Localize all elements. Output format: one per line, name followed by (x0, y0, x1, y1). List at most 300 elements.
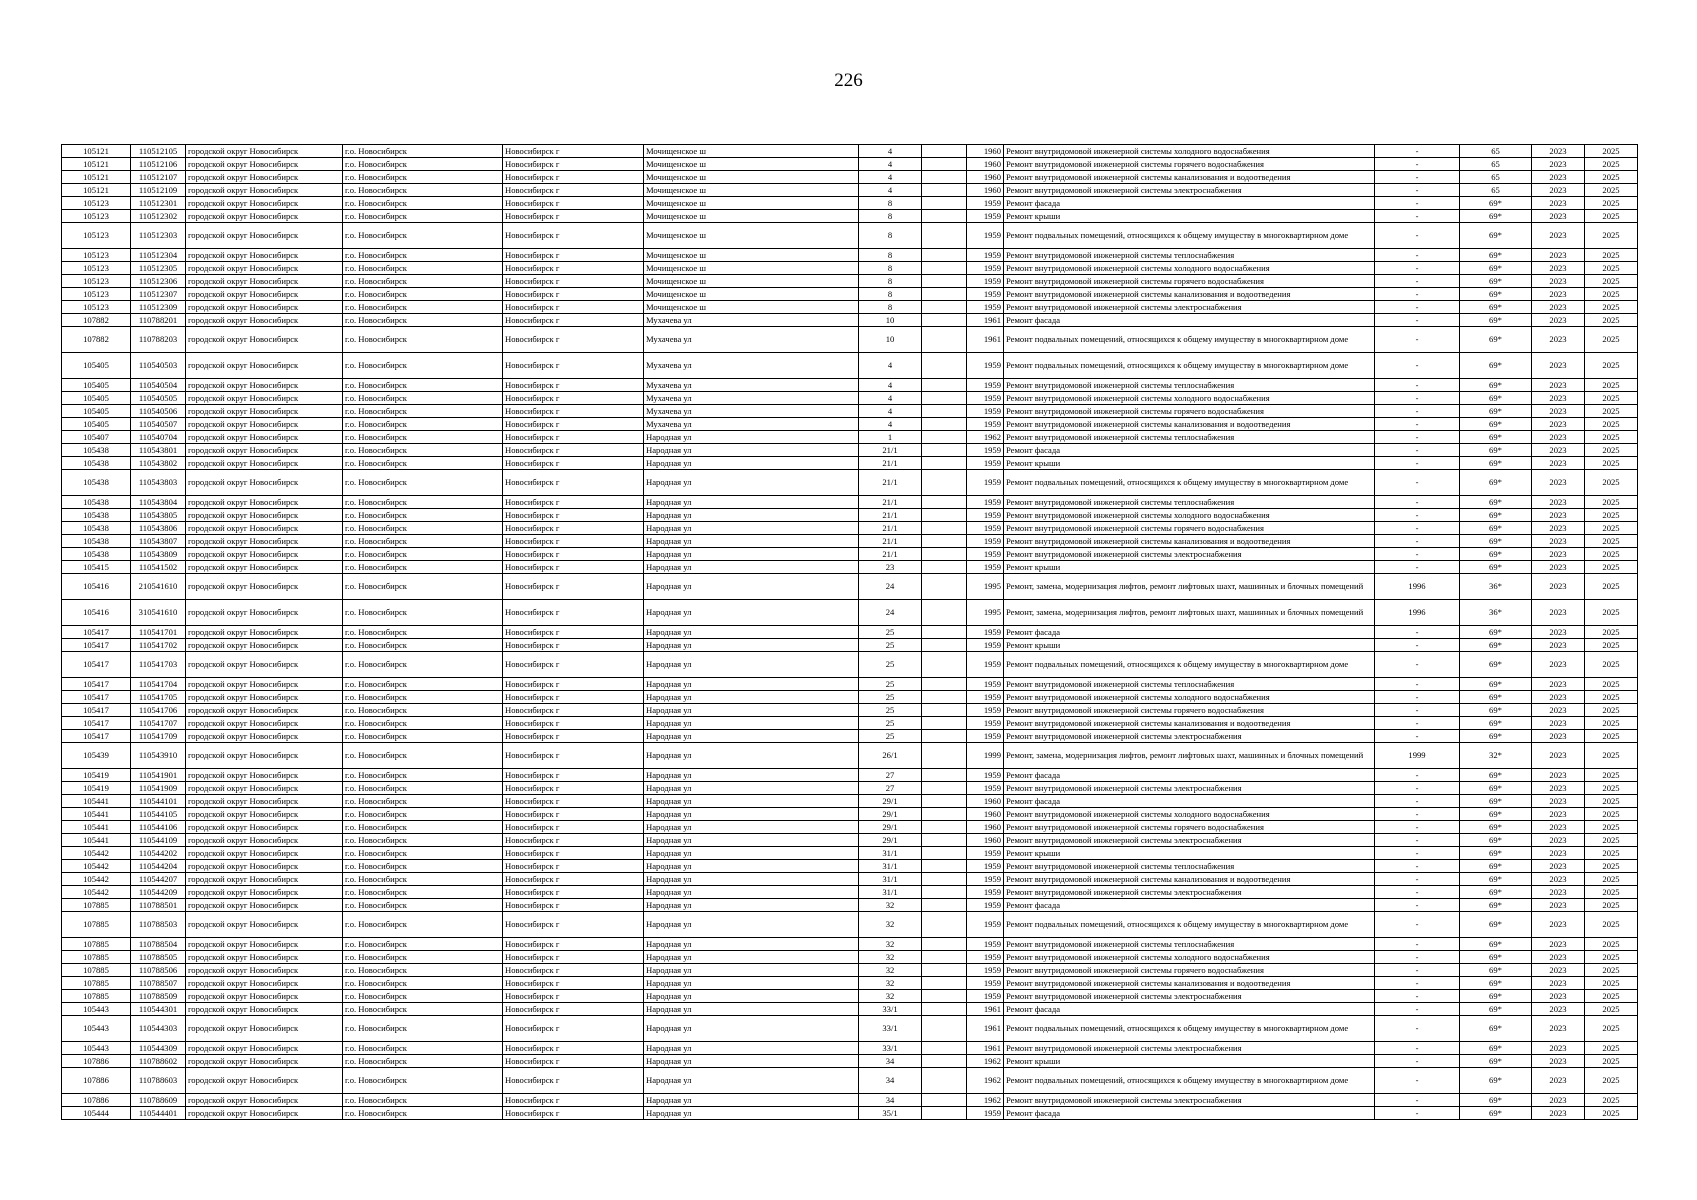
settlement-cell: Новосибирск г (503, 1055, 644, 1068)
blank-cell (922, 808, 967, 821)
wear-cell: 69* (1460, 990, 1532, 1003)
last-repair-cell: - (1375, 964, 1460, 977)
start-year-cell: 2023 (1532, 977, 1585, 990)
wear-cell: 69* (1460, 353, 1532, 379)
end-year-cell: 2025 (1585, 977, 1638, 990)
table-row (62, 886, 1638, 899)
end-year-cell: 2025 (1585, 626, 1638, 639)
district-cell: городской округ Новосибирск (186, 717, 343, 730)
start-year-cell: 2023 (1532, 951, 1585, 964)
blank-cell (922, 275, 967, 288)
district-cell: городской округ Новосибирск (186, 314, 343, 327)
blank-cell (922, 301, 967, 314)
municipality-cell: г.о. Новосибирск (343, 288, 503, 301)
table-row (62, 548, 1638, 561)
municipality-cell: г.о. Новосибирск (343, 704, 503, 717)
last-repair-cell: - (1375, 990, 1460, 1003)
blank-cell (922, 1016, 967, 1042)
municipality-cell: г.о. Новосибирск (343, 769, 503, 782)
house-number-cell: 21/1 (859, 522, 922, 535)
table-row (62, 860, 1638, 873)
house-id-cell: 107886 (62, 1094, 131, 1107)
wear-cell: 69* (1460, 977, 1532, 990)
district-cell: городской округ Новосибирск (186, 288, 343, 301)
blank-cell (922, 444, 967, 457)
blank-cell (922, 353, 967, 379)
wear-cell: 69* (1460, 444, 1532, 457)
built-year-cell: 1959 (967, 1107, 1004, 1120)
wear-cell: 65 (1460, 171, 1532, 184)
work-type-cell: Ремонт подвальных помещений, относящихся к общему имуществу в многоквартирном доме (1004, 1016, 1375, 1042)
work-type-cell: Ремонт фасада (1004, 769, 1375, 782)
built-year-cell: 1960 (967, 184, 1004, 197)
table-row (62, 691, 1638, 704)
last-repair-cell: - (1375, 1016, 1460, 1042)
start-year-cell: 2023 (1532, 886, 1585, 899)
settlement-cell: Новосибирск г (503, 1107, 644, 1120)
house-id-cell: 105417 (62, 678, 131, 691)
house-number-cell: 25 (859, 704, 922, 717)
end-year-cell: 2025 (1585, 1068, 1638, 1094)
municipality-cell: г.о. Новосибирск (343, 210, 503, 223)
blank-cell (922, 1003, 967, 1016)
settlement-cell: Новосибирск г (503, 678, 644, 691)
table-row (62, 353, 1638, 379)
settlement-cell: Новосибирск г (503, 652, 644, 678)
municipality-cell: г.о. Новосибирск (343, 1055, 503, 1068)
wear-cell: 69* (1460, 457, 1532, 470)
district-cell: городской округ Новосибирск (186, 743, 343, 769)
work-type-cell: Ремонт фасада (1004, 314, 1375, 327)
blank-cell (922, 1107, 967, 1120)
district-cell: городской округ Новосибирск (186, 938, 343, 951)
district-cell: городской округ Новосибирск (186, 795, 343, 808)
work-id-cell: 110541702 (131, 639, 186, 652)
house-id-cell: 105417 (62, 730, 131, 743)
house-number-cell: 32 (859, 899, 922, 912)
table-row (62, 496, 1638, 509)
blank-cell (922, 834, 967, 847)
house-number-cell: 8 (859, 288, 922, 301)
settlement-cell: Новосибирск г (503, 821, 644, 834)
work-type-cell: Ремонт фасада (1004, 1003, 1375, 1016)
settlement-cell: Новосибирск г (503, 1068, 644, 1094)
end-year-cell: 2025 (1585, 171, 1638, 184)
end-year-cell: 2025 (1585, 886, 1638, 899)
table-row (62, 782, 1638, 795)
work-id-cell: 110788501 (131, 899, 186, 912)
house-number-cell: 4 (859, 145, 922, 158)
start-year-cell: 2023 (1532, 782, 1585, 795)
house-number-cell: 34 (859, 1094, 922, 1107)
street-cell: Народная ул (644, 574, 859, 600)
settlement-cell: Новосибирск г (503, 353, 644, 379)
municipality-cell: г.о. Новосибирск (343, 886, 503, 899)
house-id-cell: 105121 (62, 171, 131, 184)
street-cell: Мухачева ул (644, 379, 859, 392)
street-cell: Мочищенское ш (644, 184, 859, 197)
district-cell: городской округ Новосибирск (186, 886, 343, 899)
wear-cell: 69* (1460, 275, 1532, 288)
end-year-cell: 2025 (1585, 561, 1638, 574)
work-type-cell: Ремонт внутридомовой инженерной системы электроснабжения (1004, 990, 1375, 1003)
last-repair-cell: - (1375, 249, 1460, 262)
table-row (62, 652, 1638, 678)
blank-cell (922, 912, 967, 938)
house-id-cell: 105442 (62, 847, 131, 860)
table-row (62, 574, 1638, 600)
street-cell: Народная ул (644, 470, 859, 496)
start-year-cell: 2023 (1532, 392, 1585, 405)
table-row (62, 314, 1638, 327)
blank-cell (922, 704, 967, 717)
work-id-cell: 110543805 (131, 509, 186, 522)
start-year-cell: 2023 (1532, 821, 1585, 834)
work-type-cell: Ремонт внутридомовой инженерной системы холодного водоснабжения (1004, 509, 1375, 522)
work-type-cell: Ремонт внутридомовой инженерной системы электроснабжения (1004, 301, 1375, 314)
last-repair-cell: - (1375, 652, 1460, 678)
house-id-cell: 107885 (62, 990, 131, 1003)
street-cell: Народная ул (644, 444, 859, 457)
table-row (62, 392, 1638, 405)
work-id-cell: 110512109 (131, 184, 186, 197)
wear-cell: 69* (1460, 405, 1532, 418)
district-cell: городской округ Новосибирск (186, 158, 343, 171)
district-cell: городской округ Новосибирск (186, 769, 343, 782)
table-row (62, 899, 1638, 912)
work-id-cell: 110512305 (131, 262, 186, 275)
built-year-cell: 1959 (967, 418, 1004, 431)
last-repair-cell: - (1375, 626, 1460, 639)
wear-cell: 69* (1460, 652, 1532, 678)
wear-cell: 69* (1460, 223, 1532, 249)
settlement-cell: Новосибирск г (503, 886, 644, 899)
municipality-cell: г.о. Новосибирск (343, 847, 503, 860)
wear-cell: 69* (1460, 470, 1532, 496)
work-id-cell: 110541909 (131, 782, 186, 795)
table-row (62, 444, 1638, 457)
table-row (62, 990, 1638, 1003)
start-year-cell: 2023 (1532, 301, 1585, 314)
house-number-cell: 32 (859, 964, 922, 977)
work-id-cell: 110541706 (131, 704, 186, 717)
house-id-cell: 105443 (62, 1016, 131, 1042)
street-cell: Народная ул (644, 873, 859, 886)
settlement-cell: Новосибирск г (503, 951, 644, 964)
built-year-cell: 1959 (967, 197, 1004, 210)
street-cell: Народная ул (644, 990, 859, 1003)
house-number-cell: 8 (859, 197, 922, 210)
municipality-cell: г.о. Новосибирск (343, 522, 503, 535)
wear-cell: 65 (1460, 145, 1532, 158)
start-year-cell: 2023 (1532, 873, 1585, 886)
municipality-cell: г.о. Новосибирск (343, 171, 503, 184)
street-cell: Мочищенское ш (644, 249, 859, 262)
start-year-cell: 2023 (1532, 847, 1585, 860)
street-cell: Народная ул (644, 1068, 859, 1094)
work-type-cell: Ремонт фасада (1004, 1107, 1375, 1120)
last-repair-cell: - (1375, 522, 1460, 535)
work-type-cell: Ремонт подвальных помещений, относящихся к общему имуществу в многоквартирном доме (1004, 327, 1375, 353)
start-year-cell: 2023 (1532, 145, 1585, 158)
end-year-cell: 2025 (1585, 678, 1638, 691)
built-year-cell: 1962 (967, 1055, 1004, 1068)
work-id-cell: 110543809 (131, 548, 186, 561)
house-id-cell: 105443 (62, 1042, 131, 1055)
house-number-cell: 4 (859, 353, 922, 379)
work-id-cell: 110544109 (131, 834, 186, 847)
wear-cell: 69* (1460, 873, 1532, 886)
district-cell: городской округ Новосибирск (186, 600, 343, 626)
table-row (62, 795, 1638, 808)
work-id-cell: 110540503 (131, 353, 186, 379)
district-cell: городской округ Новосибирск (186, 704, 343, 717)
house-number-cell: 25 (859, 730, 922, 743)
municipality-cell: г.о. Новосибирск (343, 795, 503, 808)
last-repair-cell: - (1375, 847, 1460, 860)
end-year-cell: 2025 (1585, 912, 1638, 938)
house-id-cell: 105121 (62, 158, 131, 171)
table-row (62, 535, 1638, 548)
house-id-cell: 105441 (62, 834, 131, 847)
house-id-cell: 105417 (62, 626, 131, 639)
wear-cell: 69* (1460, 626, 1532, 639)
district-cell: городской округ Новосибирск (186, 652, 343, 678)
street-cell: Мочищенское ш (644, 275, 859, 288)
house-number-cell: 31/1 (859, 886, 922, 899)
municipality-cell: г.о. Новосибирск (343, 392, 503, 405)
wear-cell: 69* (1460, 561, 1532, 574)
built-year-cell: 1959 (967, 249, 1004, 262)
work-id-cell: 110788504 (131, 938, 186, 951)
work-type-cell: Ремонт внутридомовой инженерной системы канализования и водоотведения (1004, 171, 1375, 184)
built-year-cell: 1959 (967, 782, 1004, 795)
built-year-cell: 1960 (967, 171, 1004, 184)
end-year-cell: 2025 (1585, 327, 1638, 353)
end-year-cell: 2025 (1585, 574, 1638, 600)
work-type-cell: Ремонт, замена, модернизация лифтов, ремонт лифтовых шахт, машинных и блочных помещений (1004, 600, 1375, 626)
table-row (62, 275, 1638, 288)
start-year-cell: 2023 (1532, 860, 1585, 873)
house-number-cell: 21/1 (859, 457, 922, 470)
house-number-cell: 33/1 (859, 1003, 922, 1016)
start-year-cell: 2023 (1532, 899, 1585, 912)
street-cell: Мухачева ул (644, 418, 859, 431)
last-repair-cell: - (1375, 1068, 1460, 1094)
work-type-cell: Ремонт крыши (1004, 210, 1375, 223)
municipality-cell: г.о. Новосибирск (343, 470, 503, 496)
last-repair-cell: - (1375, 444, 1460, 457)
district-cell: городской округ Новосибирск (186, 1094, 343, 1107)
house-id-cell: 105123 (62, 275, 131, 288)
start-year-cell: 2023 (1532, 938, 1585, 951)
street-cell: Народная ул (644, 457, 859, 470)
house-number-cell: 4 (859, 158, 922, 171)
blank-cell (922, 509, 967, 522)
blank-cell (922, 795, 967, 808)
municipality-cell: г.о. Новосибирск (343, 691, 503, 704)
street-cell: Народная ул (644, 808, 859, 821)
house-id-cell: 107886 (62, 1055, 131, 1068)
work-type-cell: Ремонт внутридомовой инженерной системы канализования и водоотведения (1004, 288, 1375, 301)
municipality-cell: г.о. Новосибирск (343, 444, 503, 457)
municipality-cell: г.о. Новосибирск (343, 717, 503, 730)
street-cell: Мочищенское ш (644, 171, 859, 184)
district-cell: городской округ Новосибирск (186, 847, 343, 860)
end-year-cell: 2025 (1585, 691, 1638, 704)
work-id-cell: 110541901 (131, 769, 186, 782)
work-type-cell: Ремонт крыши (1004, 457, 1375, 470)
house-id-cell: 107885 (62, 951, 131, 964)
start-year-cell: 2023 (1532, 171, 1585, 184)
blank-cell (922, 535, 967, 548)
end-year-cell: 2025 (1585, 652, 1638, 678)
end-year-cell: 2025 (1585, 600, 1638, 626)
settlement-cell: Новосибирск г (503, 990, 644, 1003)
end-year-cell: 2025 (1585, 184, 1638, 197)
table-row (62, 938, 1638, 951)
table-row (62, 171, 1638, 184)
street-cell: Мочищенское ш (644, 158, 859, 171)
start-year-cell: 2023 (1532, 1107, 1585, 1120)
start-year-cell: 2023 (1532, 834, 1585, 847)
house-id-cell: 107886 (62, 1068, 131, 1094)
street-cell: Народная ул (644, 769, 859, 782)
house-number-cell: 34 (859, 1068, 922, 1094)
house-id-cell: 105417 (62, 691, 131, 704)
settlement-cell: Новосибирск г (503, 977, 644, 990)
last-repair-cell: - (1375, 1055, 1460, 1068)
table-row (62, 704, 1638, 717)
start-year-cell: 2023 (1532, 964, 1585, 977)
end-year-cell: 2025 (1585, 535, 1638, 548)
wear-cell: 69* (1460, 834, 1532, 847)
house-number-cell: 8 (859, 210, 922, 223)
settlement-cell: Новосибирск г (503, 314, 644, 327)
street-cell: Мухачева ул (644, 353, 859, 379)
house-number-cell: 8 (859, 301, 922, 314)
street-cell: Народная ул (644, 1003, 859, 1016)
work-id-cell: 110540504 (131, 379, 186, 392)
table-row (62, 249, 1638, 262)
street-cell: Мухачева ул (644, 327, 859, 353)
house-number-cell: 1 (859, 431, 922, 444)
street-cell: Народная ул (644, 1016, 859, 1042)
work-type-cell: Ремонт внутридомовой инженерной системы канализования и водоотведения (1004, 418, 1375, 431)
work-type-cell: Ремонт внутридомовой инженерной системы электроснабжения (1004, 782, 1375, 795)
street-cell: Народная ул (644, 951, 859, 964)
house-number-cell: 26/1 (859, 743, 922, 769)
work-type-cell: Ремонт внутридомовой инженерной системы электроснабжения (1004, 886, 1375, 899)
last-repair-cell: - (1375, 301, 1460, 314)
start-year-cell: 2023 (1532, 1016, 1585, 1042)
start-year-cell: 2023 (1532, 795, 1585, 808)
work-id-cell: 110544202 (131, 847, 186, 860)
end-year-cell: 2025 (1585, 964, 1638, 977)
district-cell: городской округ Новосибирск (186, 574, 343, 600)
table-body (62, 145, 1638, 1120)
municipality-cell: г.о. Новосибирск (343, 353, 503, 379)
end-year-cell: 2025 (1585, 314, 1638, 327)
district-cell: городской округ Новосибирск (186, 418, 343, 431)
work-type-cell: Ремонт подвальных помещений, относящихся к общему имуществу в многоквартирном доме (1004, 652, 1375, 678)
blank-cell (922, 184, 967, 197)
work-id-cell: 110541709 (131, 730, 186, 743)
blank-cell (922, 496, 967, 509)
last-repair-cell: - (1375, 977, 1460, 990)
settlement-cell: Новосибирск г (503, 1094, 644, 1107)
last-repair-cell: - (1375, 418, 1460, 431)
work-id-cell: 110512105 (131, 145, 186, 158)
end-year-cell: 2025 (1585, 145, 1638, 158)
wear-cell: 69* (1460, 912, 1532, 938)
blank-cell (922, 561, 967, 574)
settlement-cell: Новосибирск г (503, 301, 644, 314)
settlement-cell: Новосибирск г (503, 457, 644, 470)
built-year-cell: 1959 (967, 990, 1004, 1003)
district-cell: городской округ Новосибирск (186, 912, 343, 938)
settlement-cell: Новосибирск г (503, 717, 644, 730)
municipality-cell: г.о. Новосибирск (343, 899, 503, 912)
district-cell: городской округ Новосибирск (186, 249, 343, 262)
last-repair-cell: - (1375, 912, 1460, 938)
table-row (62, 808, 1638, 821)
wear-cell: 69* (1460, 938, 1532, 951)
blank-cell (922, 327, 967, 353)
street-cell: Народная ул (644, 912, 859, 938)
work-type-cell: Ремонт крыши (1004, 561, 1375, 574)
blank-cell (922, 405, 967, 418)
settlement-cell: Новосибирск г (503, 509, 644, 522)
end-year-cell: 2025 (1585, 301, 1638, 314)
house-number-cell: 8 (859, 275, 922, 288)
start-year-cell: 2023 (1532, 184, 1585, 197)
work-id-cell: 110544207 (131, 873, 186, 886)
wear-cell: 36* (1460, 574, 1532, 600)
wear-cell: 69* (1460, 639, 1532, 652)
built-year-cell: 1959 (967, 496, 1004, 509)
work-type-cell: Ремонт внутридомовой инженерной системы электроснабжения (1004, 834, 1375, 847)
work-type-cell: Ремонт внутридомовой инженерной системы холодного водоснабжения (1004, 262, 1375, 275)
built-year-cell: 1959 (967, 535, 1004, 548)
built-year-cell: 1959 (967, 652, 1004, 678)
blank-cell (922, 1042, 967, 1055)
settlement-cell: Новосибирск г (503, 145, 644, 158)
street-cell: Народная ул (644, 431, 859, 444)
municipality-cell: г.о. Новосибирск (343, 1016, 503, 1042)
work-id-cell: 110543802 (131, 457, 186, 470)
house-id-cell: 105441 (62, 821, 131, 834)
district-cell: городской округ Новосибирск (186, 1016, 343, 1042)
municipality-cell: г.о. Новосибирск (343, 964, 503, 977)
settlement-cell: Новосибирск г (503, 847, 644, 860)
district-cell: городской округ Новосибирск (186, 405, 343, 418)
table-row (62, 301, 1638, 314)
district-cell: городской округ Новосибирск (186, 964, 343, 977)
municipality-cell: г.о. Новосибирск (343, 249, 503, 262)
page-number: 226 (834, 70, 863, 91)
work-id-cell: 110788506 (131, 964, 186, 977)
settlement-cell: Новосибирск г (503, 548, 644, 561)
settlement-cell: Новосибирск г (503, 912, 644, 938)
house-id-cell: 105405 (62, 379, 131, 392)
work-type-cell: Ремонт фасада (1004, 795, 1375, 808)
last-repair-cell: - (1375, 457, 1460, 470)
last-repair-cell: - (1375, 327, 1460, 353)
start-year-cell: 2023 (1532, 509, 1585, 522)
built-year-cell: 1959 (967, 873, 1004, 886)
house-number-cell: 24 (859, 574, 922, 600)
